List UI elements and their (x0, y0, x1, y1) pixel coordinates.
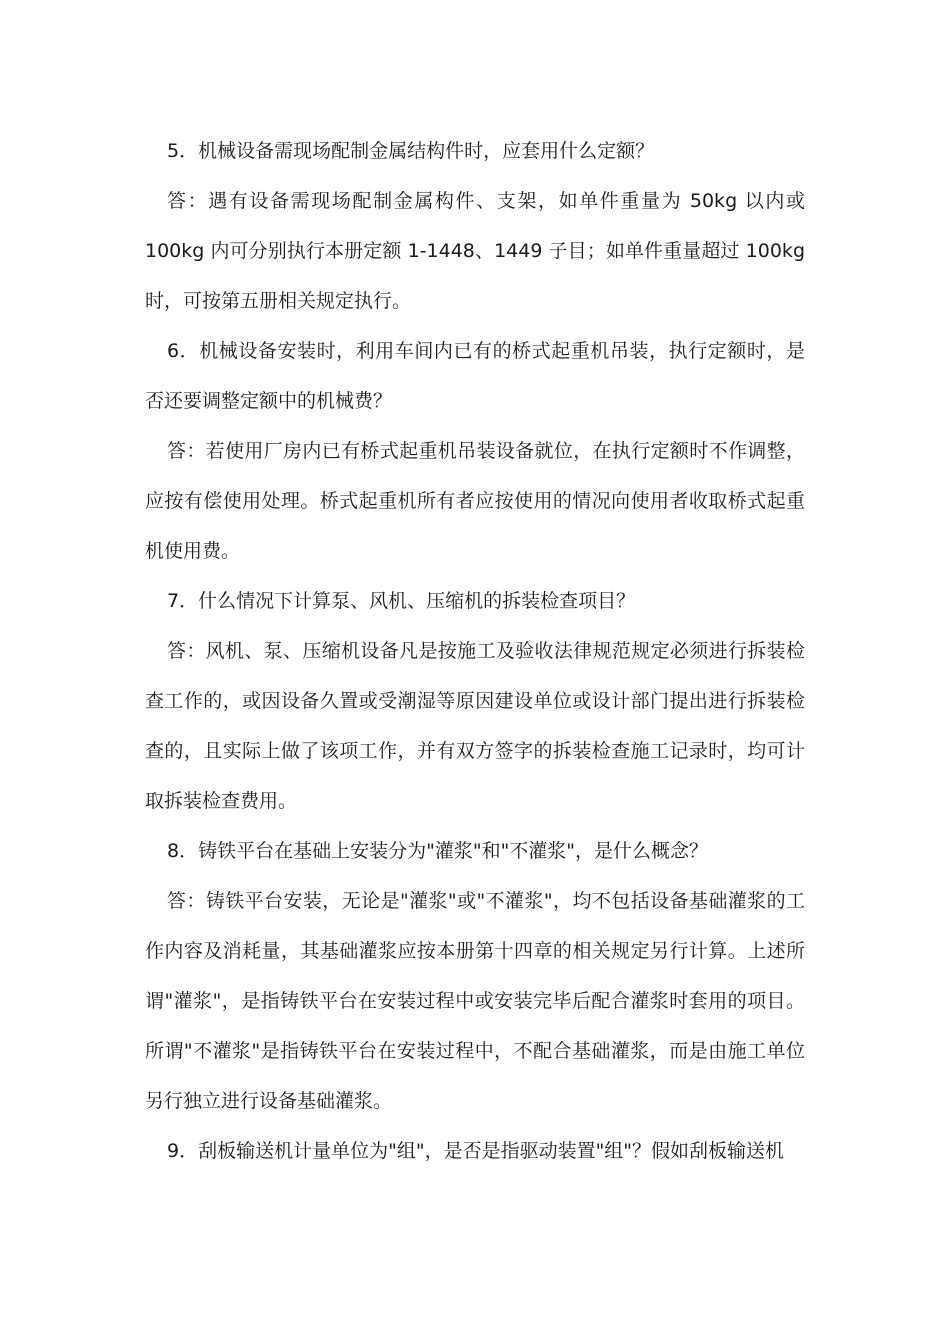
answer-6: 答：若使用厂房内已有桥式起重机吊装设备就位，在执行定额时不作调整，应按有偿使用处理。桥式起重机所有者应按使用的情况向使用者收取桥式起重机使用费。 (145, 440, 805, 562)
question-5: 5．机械设备需现场配制金属结构件时，应套用什么定额？ (167, 140, 655, 162)
question-7: 7．什么情况下计算泵、风机、压缩机的拆装检查项目？ (167, 590, 636, 612)
question-9: 9．刮板输送机计量单位为"组"，是否是指驱动装置"组"？假如刮板输送机 (167, 1140, 785, 1162)
answer-8: 答：铸铁平台安装，无论是"灌浆"或"不灌浆"，均不包括设备基础灌浆的工作内容及消耗量，其基础灌浆应按本册第十四章的相关规定另行计算。上述所谓"灌浆"，是指铸铁平台在安装过程中或安装完毕后配合灌浆时套用的项目。所谓"不灌浆"是指铸铁平台在安装过程中，不配合基础灌浆，而是由施工单位另行独立进行设备基础灌浆。 (145, 890, 805, 1112)
answer-7: 答：风机、泵、压缩机设备凡是按施工及验收法律规范规定必须进行拆装检查工作的，或因设备久置或受潮湿等原因建设单位或设计部门提出进行拆装检查的，且实际上做了该项工作，并有双方签字的拆装检查施工记录时，均可计取拆装检查费用。 (145, 640, 805, 812)
question-6: 6．机械设备安装时，利用车间内已有的桥式起重机吊装，执行定额时，是否还要调整定额中的机械费？ (145, 340, 805, 412)
document-body (145, 126, 805, 1176)
question-8: 8．铸铁平台在基础上安装分为"灌浆"和"不灌浆"，是什么概念？ (167, 840, 709, 862)
answer-5: 答：遇有设备需现场配制金属构件、支架，如单件重量为 50kg 以内或 100kg 内可分别执行本册定额 1-1448、1449 子目；如单件重量超过 100kg 时，可按第五册相关规定执行。 (145, 190, 805, 312)
